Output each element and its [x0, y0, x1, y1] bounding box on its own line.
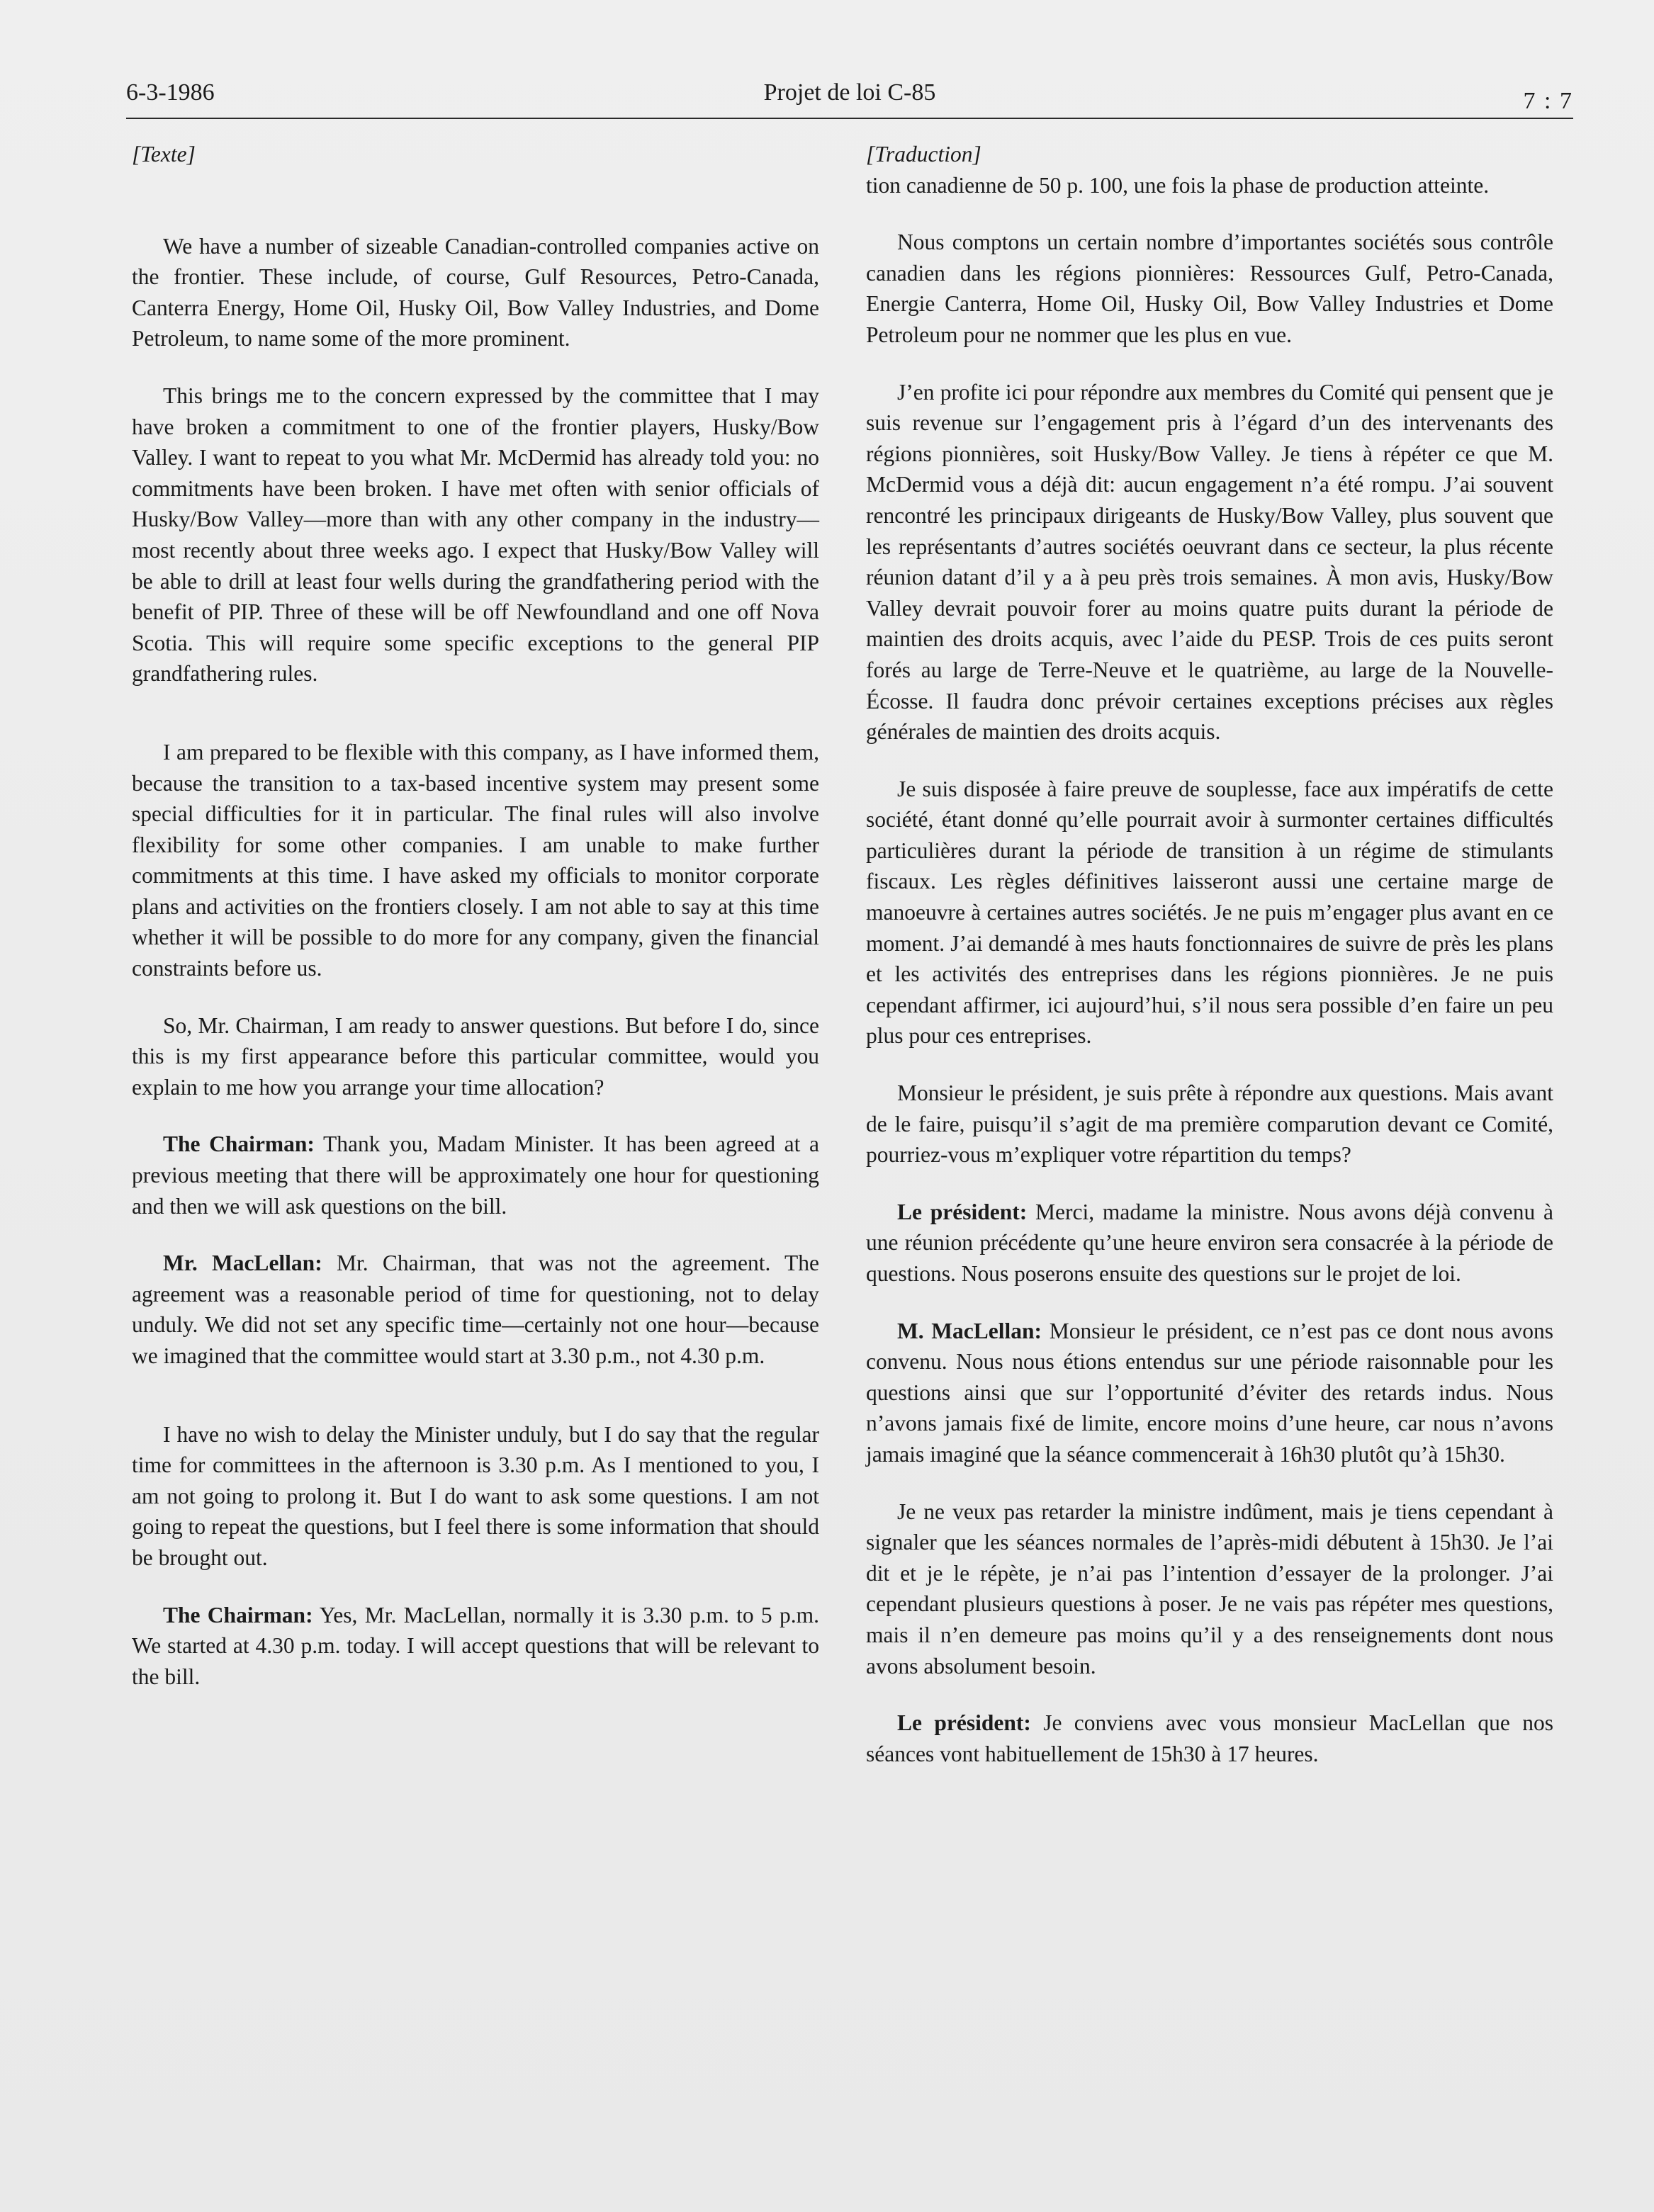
speaker-label: Mr. MacLellan: — [163, 1251, 322, 1276]
speaker-label: Le président: — [897, 1199, 1028, 1224]
paragraph — [866, 1496, 1553, 1682]
paragraph — [132, 1419, 819, 1574]
paragraph-text: Je ne veux pas retarder la ministre indûment, mais je tiens cependant à signaler que les séances normales de l’après-midi débutent à 15h30. Je l’ai dit et je le répète, je n’ai pas l’intention d’essayer de la prolonger. J’ai cependant plusieurs questions à poser. Je ne vais pas répéter mes questions, mais il n’en demeure pas moins qu’il y a des renseignements dont nous avons absolument besoin. — [866, 1499, 1553, 1678]
paragraph-text: I have no wish to delay the Minister unduly, but I do say that the regular time for committees in the afternoon is 3.30 p.m. As I mentioned to you, I am not going to prolong it. But I do want to ask some questions. I am not going to repeat the questions, but I feel there is some information that should be brought out. — [132, 1421, 819, 1570]
paragraph-text: So, Mr. Chairman, I am ready to answer questions. But before I do, since this is my first appearance before this particular committee, would you explain to me how you arrange your time allocation? — [132, 1012, 819, 1100]
paragraph — [866, 1078, 1553, 1170]
paragraph-text: I am prepared to be flexible with this company, as I have informed them, because the transition to a tax-based incentive system may present some special difficulties for it in particular. The final rules will also involve flexibility for some other companies. I am unable to make further commitments at this time. I have asked my officials to monitor corporate plans and activities on the frontiers closely. I am not able to say at this time whether it will be possible to do more for any company, given the financial constraints before us. — [132, 739, 819, 981]
paragraph — [866, 1197, 1553, 1290]
paragraph-text: Mr. Chairman, that was not the agreement. The agreement was a reasonable period of time for questioning, not to delay unduly. We did not set any specific time—certainly not one hour—because we imagined that the committee would start at 3.30 p.m., not 4.30 p.m. — [132, 1251, 819, 1368]
paragraph — [132, 1248, 819, 1371]
speaker-label: M. MacLellan: — [897, 1318, 1042, 1343]
speaker-label: Le président: — [897, 1710, 1031, 1736]
paragraph-text: Je suis disposée à faire preuve de souplesse, face aux impératifs de cette société, étant donné qu’elle pourrait avoir à surmonter certaines difficultés particulières durant la période de transition à un régime de stimulants fiscaux. Les règles définitives laisseront aussi une certaine marge de manoeuvre à certaines autres sociétés. Je ne puis m’engager plus avant en ce moment. J’ai demandé à mes hauts fonctionnaires de suivre de près les plans et les activités des entreprises dans les régions pionnières. Je ne puis cependant affirmer, ici aujourd’hui, s’il nous sera possible d’en faire un peu plus pour ces entreprises. — [866, 776, 1553, 1049]
page-header — [126, 79, 1573, 122]
paragraph-text: Nous comptons un certain nombre d’importantes sociétés sous contrôle canadien dans les régions pionnières: Ressources Gulf, Petro-Canada, Energie Canterra, Home Oil, Husky Oil, Bow Valley Industries et Dome Petroleum pour ne nommer que les plus en vue. — [866, 230, 1553, 347]
paragraph-text: tion canadienne de 50 p. 100, une fois la phase de production atteinte. — [866, 172, 1490, 198]
header-page-number: 7 : 7 — [1523, 88, 1573, 114]
paragraph — [132, 737, 819, 984]
paragraph-text: Monsieur le président, ce n’est pas ce dont nous avons convenu. Nous nous étions entendus sur une période raisonnable pour les questions ainsi que sur l’opportunité d’éviter des retards indus. Nous n’avons jamais fixé de limite, encore moins d’une heure, car nous n’avons jamais imaginé que la séance commencerait à 16h30 plutôt qu’à 15h30. — [866, 1318, 1553, 1467]
paragraph — [866, 774, 1553, 1051]
paragraph — [132, 1129, 819, 1221]
spacer — [132, 716, 819, 737]
paragraph — [132, 231, 819, 354]
french-column — [866, 139, 1553, 1795]
paragraph — [866, 227, 1553, 350]
paragraph — [132, 380, 819, 689]
paragraph-text: Yes, Mr. MacLellan, normally it is 3.30 p.m. to 5 p.m. We started at 4.30 p.m. today. I will accept questions that will be relevant to the bill. — [132, 1602, 819, 1689]
header-date: 6-3-1986 — [126, 79, 215, 106]
header-rule — [126, 118, 1573, 119]
paragraph-text: Je conviens avec vous monsieur MacLellan que nos séances vont habituellement de 15h30 à 17 heures. — [866, 1710, 1553, 1766]
english-column — [132, 139, 819, 1718]
header-title: Projet de loi C-85 — [763, 79, 936, 106]
paragraph — [866, 170, 1553, 201]
paragraph-text: This brings me to the concern expressed by the committee that I may have broken a commitment to one of the frontier players, Husky/Bow Valley. I want to repeat to you what Mr. McDermid has already told you: no commitments have been broken. I have met often with senior officials of Husky/Bow Valley—more than with any other company in the industry—most recently about three weeks ago. I expect that Husky/Bow Valley will be able to drill at least four wells during the grandfathering period with the benefit of PIP. Three of these will be off Newfoundland and one off Nova Scotia. This will require some specific exceptions to the general PIP grandfathering rules. — [132, 383, 819, 687]
paragraph-text: J’en profite ici pour répondre aux membres du Comité qui pensent que je suis revenue sur l’engagement pris à l’égard d’un des intervenants des régions pionnières, soit Husky/Bow Valley. Je tiens à répéter ce que M. McDermid vous a déjà dit: aucun engagement n’a été rompu. J’ai souvent rencontré les principaux dirigeants de Husky/Bow Valley, plus souvent que les représentants d’autres sociétés oeuvrant dans ce secteur, la plus récente réunion datant d’il y a à peu près trois semaines. À mon avis, Husky/Bow Valley devrait pouvoir forer au moins quatre puits durant la période de maintien des droits acquis, avec l’aide du PESP. Trois de ces puits seront forés au large de Terre-Neuve et le quatrième, au large de la Nouvelle-Écosse. Il faudra donc prévoir certaines exceptions précises aux règles générales de maintien des droits acquis. — [866, 379, 1553, 745]
paragraph-text: Monsieur le président, je suis prête à répondre aux questions. Mais avant de le faire, puisqu’il s’agit de ma première comparution devant ce Comité, pourriez-vous m’expliquer votre répartition du temps? — [866, 1080, 1553, 1168]
speaker-label: The Chairman: — [163, 1132, 315, 1157]
paragraph — [866, 1316, 1553, 1470]
language-tag-texte: [Texte] — [132, 142, 196, 167]
spacer — [132, 1398, 819, 1419]
paragraph — [132, 1010, 819, 1103]
speaker-label: The Chairman: — [163, 1602, 313, 1627]
paragraph — [132, 1600, 819, 1693]
paragraph-text: Merci, madame la ministre. Nous avons déjà convenu à une réunion précédente qu’une heure environ sera consacrée à la période de questions. Nous poserons ensuite des questions sur le projet de loi. — [866, 1199, 1554, 1286]
paragraph-text: Thank you, Madam Minister. It has been agreed at a previous meeting that there will be approximately one hour for questioning and then we will ask questions on the bill. — [132, 1132, 819, 1219]
language-tag-traduction: [Traduction] — [866, 142, 981, 167]
paragraph-text: We have a number of sizeable Canadian-controlled companies active on the frontier. These include, of course, Gulf Resources, Petro-Canada, Canterra Energy, Home Oil, Husky Oil, Bow Valley Industries, and Dome Petroleum, to name some of the more prominent. — [132, 233, 819, 351]
paragraph — [866, 1708, 1553, 1769]
paragraph — [866, 377, 1553, 747]
